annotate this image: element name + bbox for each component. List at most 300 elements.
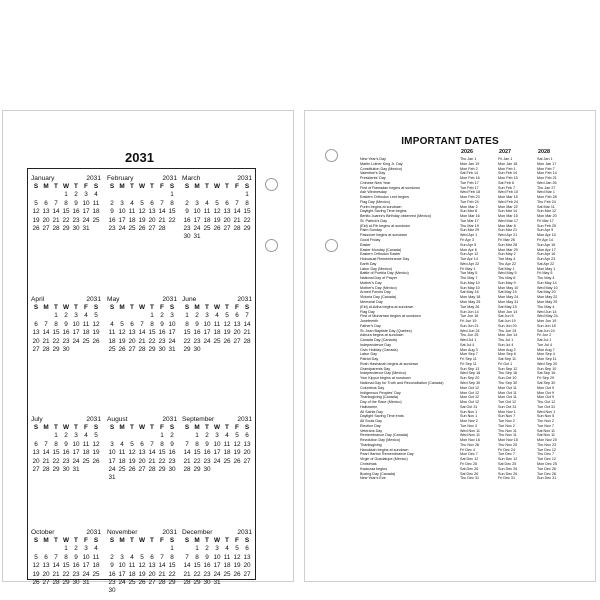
date-2026: Mon Oct 12 — [460, 400, 480, 405]
day-number: 3 — [195, 199, 199, 207]
empty-cell — [127, 191, 137, 199]
date-2026: Wed Jul 1 — [460, 338, 477, 343]
holiday-name: Veterans Day — [360, 428, 383, 433]
day-number: 20 — [148, 216, 156, 224]
binder-hole-top — [265, 178, 278, 191]
empty-cell — [107, 432, 117, 440]
date-2026: Tue May 26 — [460, 304, 480, 309]
day-number: 11 — [128, 208, 136, 216]
day-number: 28 — [138, 346, 146, 354]
date-2026: Wed Apr 1 — [460, 233, 478, 238]
date-2027: Sun Oct 10 — [498, 376, 517, 381]
day-number: 28 — [158, 225, 166, 233]
holiday-name: New Year's Day — [360, 157, 386, 161]
day-number: 14 — [183, 562, 191, 570]
day-number: 19 — [32, 216, 40, 224]
day-number: 10 — [72, 320, 80, 328]
day-number: 17 — [213, 449, 221, 457]
day-number: 29 — [52, 346, 60, 354]
day-number: 2 — [205, 545, 209, 553]
day-number: 14 — [158, 208, 166, 216]
weekday-label: S — [33, 537, 39, 544]
day-number: 13 — [148, 562, 156, 570]
day-number: 28 — [42, 346, 50, 354]
day-number: 17 — [108, 457, 116, 465]
day-number: 19 — [138, 216, 146, 224]
date-2027: Mon Jan 18 — [498, 161, 518, 166]
day-number: 14 — [243, 320, 251, 328]
day-number: 6 — [225, 199, 229, 207]
day-number: 11 — [92, 553, 100, 561]
holiday-name: Mother's Day — [360, 280, 382, 285]
date-2026: Thu Nov 26 — [460, 442, 480, 447]
month-header — [107, 529, 177, 537]
date-2027: Mon Mar 15 — [498, 214, 518, 219]
weekday-label: S — [109, 183, 115, 190]
date-2027: Fri Dec 31 — [498, 476, 516, 481]
weekday-label: W — [62, 424, 70, 431]
date-2026: Tue Mar 17 — [460, 218, 479, 223]
day-number: 9 — [64, 320, 68, 328]
holiday-name: Yom Kippur begins at sundown — [360, 376, 411, 381]
month-name: February — [107, 175, 134, 182]
day-number: 19 — [92, 449, 100, 457]
date-2027: Thu Nov 25 — [498, 442, 518, 447]
empty-cell — [41, 312, 51, 320]
day-number: 10 — [213, 553, 221, 561]
weekday-label: S — [169, 304, 175, 311]
holiday-name: Easter Monday (Canada) — [360, 247, 402, 252]
date-2027: Mon Aug 2 — [498, 347, 516, 352]
date-2028: Mon Oct 9 — [537, 390, 555, 395]
day-number: 3 — [110, 440, 114, 448]
day-number: 6 — [245, 545, 249, 553]
date-2027: Sun Jun 20 — [498, 323, 517, 328]
weekday-label: S — [93, 304, 99, 311]
date-2027: Thu Sep 16 — [498, 371, 518, 376]
day-number: 30 — [158, 346, 166, 354]
date-2028: Thu Nov 2 — [537, 419, 555, 424]
date-2028: Wed Jun 14 — [537, 309, 557, 314]
empty-cell — [222, 191, 232, 199]
day-number: 24 — [203, 337, 211, 345]
day-number: 3 — [120, 553, 124, 561]
month-name: August — [107, 416, 128, 423]
date-2027: Mon Feb 1 — [498, 166, 516, 171]
day-number: 7 — [160, 553, 164, 561]
day-number: 11 — [223, 553, 231, 561]
month-header — [31, 175, 101, 183]
date-2028: Thu May 4 — [537, 304, 555, 309]
weekday-label: M — [43, 183, 49, 190]
day-number: 25 — [128, 225, 136, 233]
day-number: 3 — [120, 199, 124, 207]
month-name: January — [31, 175, 55, 182]
weekday-label: S — [169, 537, 175, 544]
day-number: 25 — [82, 457, 90, 465]
holiday-name: Ashura begins at sundown — [360, 333, 404, 338]
date-2028: Mon Feb 7 — [537, 166, 555, 171]
month-name: September — [182, 416, 215, 423]
date-2026: Sat Dec 26 — [460, 466, 479, 471]
day-number: 20 — [138, 457, 146, 465]
holiday-name: Pearl Harbor Remembrance Day — [360, 452, 414, 457]
weekday-label: T — [150, 304, 154, 311]
day-number: 2 — [170, 432, 174, 440]
day-number: 9 — [160, 320, 164, 328]
day-number: 25 — [223, 570, 231, 578]
day-number: 7 — [185, 553, 189, 561]
empty-cell — [182, 191, 192, 199]
month-name: July — [31, 416, 43, 423]
date-2027: Mon Nov 1 — [498, 409, 516, 414]
day-number: 28 — [233, 225, 241, 233]
day-number: 28 — [183, 466, 191, 474]
month-july — [31, 416, 101, 474]
day-number: 29 — [52, 466, 60, 474]
date-2026: Wed Nov 11 — [460, 428, 480, 433]
day-number: 21 — [243, 329, 251, 337]
date-2027: Thu Nov 11 — [498, 428, 517, 433]
date-2026: Sat May 16 — [460, 290, 479, 295]
holiday-name: National Day of Prayer — [360, 276, 398, 281]
day-number: 19 — [138, 570, 146, 578]
weekday-label: F — [160, 424, 164, 431]
day-number: 27 — [243, 570, 251, 578]
weekday-label: M — [194, 304, 200, 311]
day-number: 10 — [168, 320, 176, 328]
day-number: 5 — [140, 553, 144, 561]
day-number: 1 — [170, 545, 174, 553]
weekday-label: W — [62, 304, 70, 311]
day-number: 25 — [203, 225, 211, 233]
date-2027: Sun Dec 26 — [498, 471, 518, 476]
date-2026: Thu Dec 31 — [460, 476, 480, 481]
day-number: 16 — [158, 329, 166, 337]
day-number: 11 — [213, 320, 221, 328]
day-number: 19 — [233, 449, 241, 457]
date-2026: Mon Feb 23 — [460, 195, 480, 200]
date-2028: Mon Mar 20 — [537, 214, 557, 219]
date-2028: Mon May 22 — [537, 295, 558, 300]
weekday-label: M — [119, 183, 125, 190]
day-number: 24 — [118, 579, 126, 587]
date-2026: Fri Sep 11 — [460, 361, 477, 366]
month-header — [31, 529, 101, 537]
date-2027: Sun Dec 26 — [498, 466, 518, 471]
day-number: 23 — [72, 570, 80, 578]
day-number: 21 — [158, 216, 166, 224]
holiday-name: Juneteenth — [360, 319, 379, 324]
important-dates-title: IMPORTANT DATES — [401, 136, 499, 147]
day-number: 8 — [170, 199, 174, 207]
weekday-label: T — [130, 537, 134, 544]
weekday-label: S — [184, 183, 190, 190]
day-number: 29 — [148, 346, 156, 354]
day-number: 10 — [193, 208, 201, 216]
holiday-name: Patriot Day — [360, 357, 379, 362]
day-number: 18 — [108, 337, 116, 345]
holiday-name: Good Friday — [360, 238, 381, 243]
date-2028: Wed Mar 1 — [537, 190, 555, 195]
date-2028: Tue Oct 31 — [537, 404, 556, 409]
date-2028: Wed Sep 20 — [537, 361, 558, 366]
day-number: 29 — [243, 225, 251, 233]
weekday-label: S — [169, 424, 175, 431]
month-day-grid — [182, 424, 252, 474]
date-2026: Mon May 18 — [460, 295, 481, 300]
holiday-name: Flag Day — [360, 309, 375, 314]
day-number: 3 — [74, 432, 78, 440]
weekday-label: F — [235, 183, 239, 190]
important-dates-list — [360, 157, 598, 481]
date-2028: Sat Nov 11 — [537, 433, 555, 438]
day-number: 20 — [243, 562, 251, 570]
month-year: 2031 — [86, 175, 101, 182]
month-year: 2031 — [162, 416, 177, 423]
holiday-name: National Day for Truth and Reconciliation (Canada) — [360, 380, 444, 385]
date-2027: Sun Jul 4 — [498, 342, 514, 347]
year-header-1: 2026 — [461, 149, 473, 155]
date-2027: Sat Jun 5 — [498, 314, 514, 319]
date-2026: Mon Oct 12 — [460, 385, 480, 390]
day-number: 22 — [148, 337, 156, 345]
day-number: 12 — [92, 440, 100, 448]
day-number: 21 — [42, 337, 50, 345]
day-number: 12 — [128, 449, 136, 457]
date-2026: Sun Mar 8 — [460, 209, 478, 214]
date-2026: Wed Sep 30 — [460, 380, 481, 385]
month-year: 2031 — [237, 296, 252, 303]
date-2027: Mon Oct 11 — [498, 395, 517, 400]
day-number: 4 — [110, 320, 114, 328]
weekday-label: F — [160, 304, 164, 311]
date-2028: Wed Nov 1 — [537, 409, 556, 414]
day-number: 1 — [160, 432, 164, 440]
day-number: 7 — [160, 199, 164, 207]
month-december — [182, 529, 252, 587]
day-number: 16 — [72, 562, 80, 570]
day-number: 26 — [223, 337, 231, 345]
day-number: 5 — [34, 199, 38, 207]
weekday-label: T — [54, 424, 58, 431]
date-2026: Sun Nov 1 — [460, 409, 478, 414]
date-2026: Sat Dec 12 — [460, 457, 479, 462]
weekday-label: M — [43, 424, 49, 431]
day-number: 12 — [223, 320, 231, 328]
day-number: 9 — [110, 208, 114, 216]
day-number: 21 — [138, 337, 146, 345]
day-number: 23 — [62, 457, 70, 465]
month-day-grid — [107, 304, 177, 354]
empty-cell — [127, 545, 137, 553]
day-number: 10 — [82, 553, 90, 561]
month-header — [107, 416, 177, 424]
day-number: 10 — [108, 449, 116, 457]
holiday-name: Earth Day — [360, 261, 377, 266]
day-number: 29 — [193, 579, 201, 587]
empty-cell — [147, 545, 157, 553]
year-title: 2031 — [125, 150, 154, 165]
date-2028: Thu May 4 — [537, 276, 555, 281]
date-2026: Thu Jan 1 — [460, 157, 477, 161]
day-number: 30 — [108, 587, 116, 595]
holiday-name: Eastern Orthodox Lent begins — [360, 195, 409, 200]
date-2026: Mon Oct 12 — [460, 395, 480, 400]
month-day-grid — [107, 183, 177, 233]
day-number: 3 — [205, 312, 209, 320]
holiday-name: Memorial Day — [360, 299, 383, 304]
weekday-label: S — [93, 537, 99, 544]
day-number: 29 — [158, 466, 166, 474]
day-number: 17 — [72, 329, 80, 337]
holiday-name: New Year's Eve — [360, 476, 386, 481]
day-number: 1 — [54, 432, 58, 440]
day-number: 1 — [64, 191, 68, 199]
day-number: 31 — [193, 233, 201, 241]
holiday-name: Eastern Orthodox Easter — [360, 252, 401, 257]
weekday-label: W — [62, 537, 70, 544]
day-number: 3 — [215, 432, 219, 440]
day-number: 2 — [110, 553, 114, 561]
holiday-name: Revolution Day (Mexico) — [360, 438, 401, 443]
date-2026: Thu Mar 19 — [460, 223, 479, 228]
weekday-label: S — [244, 537, 250, 544]
date-2028: Tue Dec 26 — [537, 466, 556, 471]
holiday-name: Halloween — [360, 404, 378, 409]
day-number: 9 — [185, 208, 189, 216]
day-number: 11 — [223, 440, 231, 448]
date-2027: Thu Sep 30 — [498, 380, 518, 385]
day-number: 1 — [54, 312, 58, 320]
day-number: 7 — [235, 199, 239, 207]
day-number: 19 — [32, 570, 40, 578]
day-number: 31 — [72, 466, 80, 474]
weekday-label: S — [244, 183, 250, 190]
date-2026: Mon Mar 2 — [460, 204, 478, 209]
date-2027: Mon Mar 8 — [498, 223, 516, 228]
month-name: December — [182, 529, 213, 536]
day-number: 24 — [213, 457, 221, 465]
month-may — [107, 296, 177, 354]
date-2028: Thu Nov 23 — [537, 442, 557, 447]
day-number: 3 — [170, 312, 174, 320]
weekday-label: W — [62, 183, 70, 190]
day-number: 15 — [52, 449, 60, 457]
date-2027: Tue Nov 2 — [498, 419, 515, 424]
day-number: 21 — [183, 570, 191, 578]
holiday-name: St. Patrick's Day — [360, 218, 387, 223]
day-number: 15 — [193, 562, 201, 570]
date-2027: Wed Apr 21 — [498, 233, 518, 238]
holiday-name: Rosh Hashanah begins at sundown — [360, 361, 419, 366]
weekday-label: T — [225, 304, 229, 311]
date-2026: Fri Sep 11 — [460, 357, 477, 362]
day-number: 17 — [193, 216, 201, 224]
date-2026: Sun Jun 14 — [460, 309, 479, 314]
date-2026: Tue Apr 14 — [460, 257, 478, 262]
day-number: 27 — [148, 225, 156, 233]
day-number: 16 — [168, 449, 176, 457]
empty-cell — [202, 191, 212, 199]
month-header — [31, 296, 101, 304]
date-2026: Sun Apr 5 — [460, 242, 477, 247]
day-number: 30 — [72, 225, 80, 233]
day-number: 13 — [223, 208, 231, 216]
day-number: 18 — [82, 449, 90, 457]
date-2026: Thu Jun 25 — [460, 333, 479, 338]
date-2027: Mon Mar 29 — [498, 247, 518, 252]
day-number: 30 — [72, 579, 80, 587]
holiday-name: Independence Day (Mexico) — [360, 371, 407, 376]
day-number: 12 — [32, 562, 40, 570]
day-number: 5 — [34, 553, 38, 561]
holiday-name: Remembrance Day (Canada) — [360, 433, 409, 438]
holiday-name: Ash Wednesday — [360, 190, 387, 195]
day-number: 21 — [148, 457, 156, 465]
weekday-label: S — [244, 424, 250, 431]
day-number: 1 — [245, 191, 249, 199]
date-2027: Mon Jun 14 — [498, 333, 518, 338]
day-number: 25 — [92, 216, 100, 224]
day-number: 17 — [213, 562, 221, 570]
holiday-name: Chinese New Year — [360, 180, 391, 185]
weekday-label: T — [130, 424, 134, 431]
day-number: 24 — [72, 337, 80, 345]
date-2026: Sat Feb 14 — [460, 171, 479, 176]
day-number: 28 — [158, 579, 166, 587]
date-2026: Wed Jun 24 — [460, 328, 480, 333]
day-number: 13 — [243, 440, 251, 448]
date-2027: Sun Dec 12 — [498, 457, 518, 462]
holiday-name: Father's Day — [360, 323, 381, 328]
date-2026: Mon Dec 7 — [460, 452, 478, 457]
day-number: 28 — [183, 579, 191, 587]
weekday-label: S — [93, 424, 99, 431]
weekday-label: F — [84, 304, 88, 311]
holiday-name: Purim begins at sundown — [360, 204, 402, 209]
day-number: 2 — [74, 191, 78, 199]
day-number: 21 — [42, 457, 50, 465]
day-number: 26 — [138, 225, 146, 233]
weekday-label: T — [150, 424, 154, 431]
date-2028: Sat Mar 11 — [537, 204, 555, 209]
weekday-label: M — [43, 304, 49, 311]
day-number: 26 — [213, 225, 221, 233]
empty-cell — [157, 191, 167, 199]
date-2027: Tue Nov 2 — [498, 423, 515, 428]
day-number: 21 — [158, 570, 166, 578]
date-2027: Sun Mar 14 — [498, 209, 518, 214]
day-number: 11 — [118, 449, 126, 457]
empty-cell — [137, 545, 147, 553]
date-2028: Sun Nov 5 — [537, 414, 555, 419]
day-number: 30 — [183, 233, 191, 241]
empty-cell — [107, 191, 117, 199]
empty-cell — [41, 545, 51, 553]
date-2028: Mon Oct 9 — [537, 395, 555, 400]
month-year: 2031 — [162, 529, 177, 536]
day-number: 16 — [203, 449, 211, 457]
weekday-label: S — [184, 304, 190, 311]
holiday-name: Christmas — [360, 462, 377, 466]
month-day-grid — [182, 183, 252, 242]
day-number: 15 — [62, 208, 70, 216]
day-number: 27 — [32, 346, 40, 354]
date-2028: Thu Feb 24 — [537, 199, 556, 204]
day-number: 22 — [193, 457, 201, 465]
day-number: 4 — [84, 432, 88, 440]
